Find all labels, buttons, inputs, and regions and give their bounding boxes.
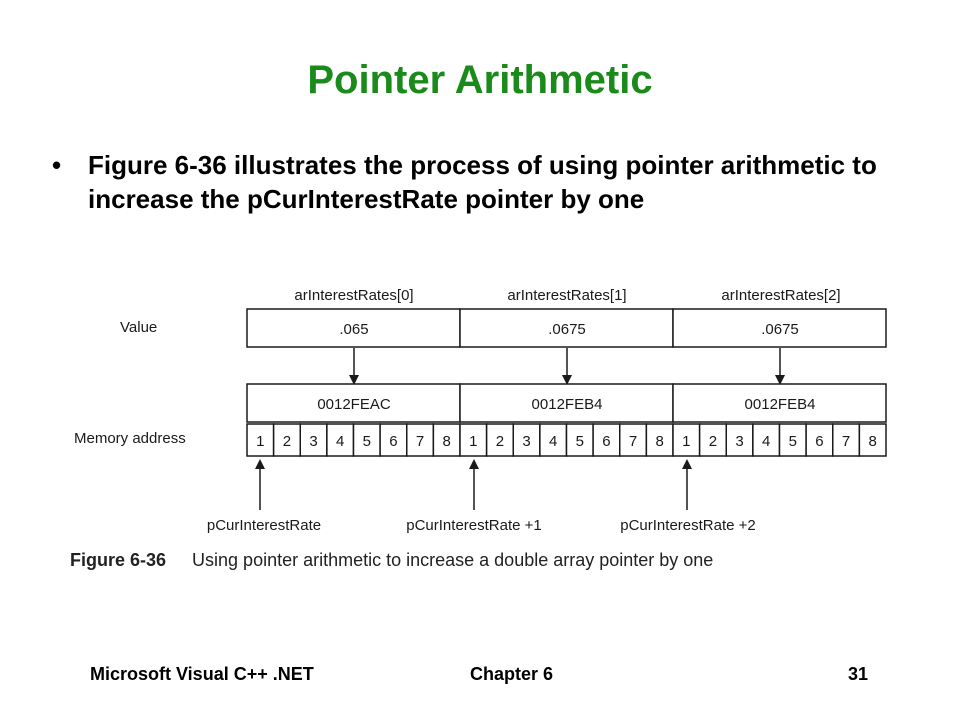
figure-caption-text: Using pointer arithmetic to increase a double array pointer by one bbox=[192, 550, 714, 570]
byte-number: 1 bbox=[256, 433, 265, 450]
footer-page-number: 31 bbox=[848, 664, 869, 684]
byte-number: 6 bbox=[815, 433, 824, 450]
byte-number: 8 bbox=[868, 433, 877, 450]
value-row-label: Value bbox=[120, 319, 158, 336]
byte-number: 7 bbox=[415, 433, 425, 450]
value-text-0: .065 bbox=[339, 321, 369, 338]
byte-number: 3 bbox=[522, 433, 531, 450]
figure-caption bbox=[70, 550, 713, 571]
pointer-label-1: pCurInterestRate +1 bbox=[406, 517, 542, 534]
byte-number: 5 bbox=[575, 433, 584, 450]
slide-title: Pointer Arithmetic bbox=[307, 58, 653, 102]
byte-number: 3 bbox=[735, 433, 744, 450]
bullet-marker: • bbox=[52, 150, 62, 180]
byte-number: 7 bbox=[628, 433, 638, 450]
byte-number: 1 bbox=[469, 433, 478, 450]
array-label-1: arInterestRates[1] bbox=[507, 287, 627, 304]
figure-number: Figure 6-36 bbox=[70, 550, 167, 570]
byte-number: 6 bbox=[602, 433, 611, 450]
footer-course: Microsoft Visual C++ .NET bbox=[90, 664, 314, 684]
array-label-0: arInterestRates[0] bbox=[294, 287, 414, 304]
byte-number: 3 bbox=[309, 433, 318, 450]
byte-number: 2 bbox=[708, 433, 718, 450]
byte-number: 4 bbox=[762, 433, 771, 450]
byte-number: 4 bbox=[549, 433, 558, 450]
address-text-2: 0012FEB4 bbox=[744, 396, 816, 413]
byte-number: 5 bbox=[788, 433, 797, 450]
byte-number: 2 bbox=[495, 433, 505, 450]
address-text-1: 0012FEB4 bbox=[531, 396, 603, 413]
byte-number: 1 bbox=[682, 433, 691, 450]
byte-row bbox=[247, 424, 886, 456]
array-label-2: arInterestRates[2] bbox=[721, 287, 841, 304]
bullet-text: Figure 6-36 illustrates the process of using pointer arithmetic to increase the pCurInterestRate pointer by one bbox=[88, 150, 877, 214]
value-to-address-arrows bbox=[354, 348, 780, 380]
footer-chapter: Chapter 6 bbox=[470, 664, 554, 684]
byte-number: 2 bbox=[282, 433, 292, 450]
address-text-0: 0012FEAC bbox=[317, 396, 391, 413]
byte-number: 4 bbox=[336, 433, 345, 450]
pointer-label-2: pCurInterestRate +2 bbox=[620, 517, 756, 534]
value-text-1: .0675 bbox=[548, 321, 586, 338]
byte-number: 8 bbox=[442, 433, 451, 450]
pointer-arrows bbox=[260, 464, 687, 510]
memory-address-row-label: Memory address bbox=[74, 430, 186, 447]
byte-number: 6 bbox=[389, 433, 398, 450]
byte-number: 8 bbox=[655, 433, 664, 450]
byte-number: 5 bbox=[362, 433, 371, 450]
pointer-label-0: pCurInterestRate bbox=[206, 517, 322, 534]
byte-number: 7 bbox=[841, 433, 851, 450]
value-text-2: .0675 bbox=[761, 321, 799, 338]
